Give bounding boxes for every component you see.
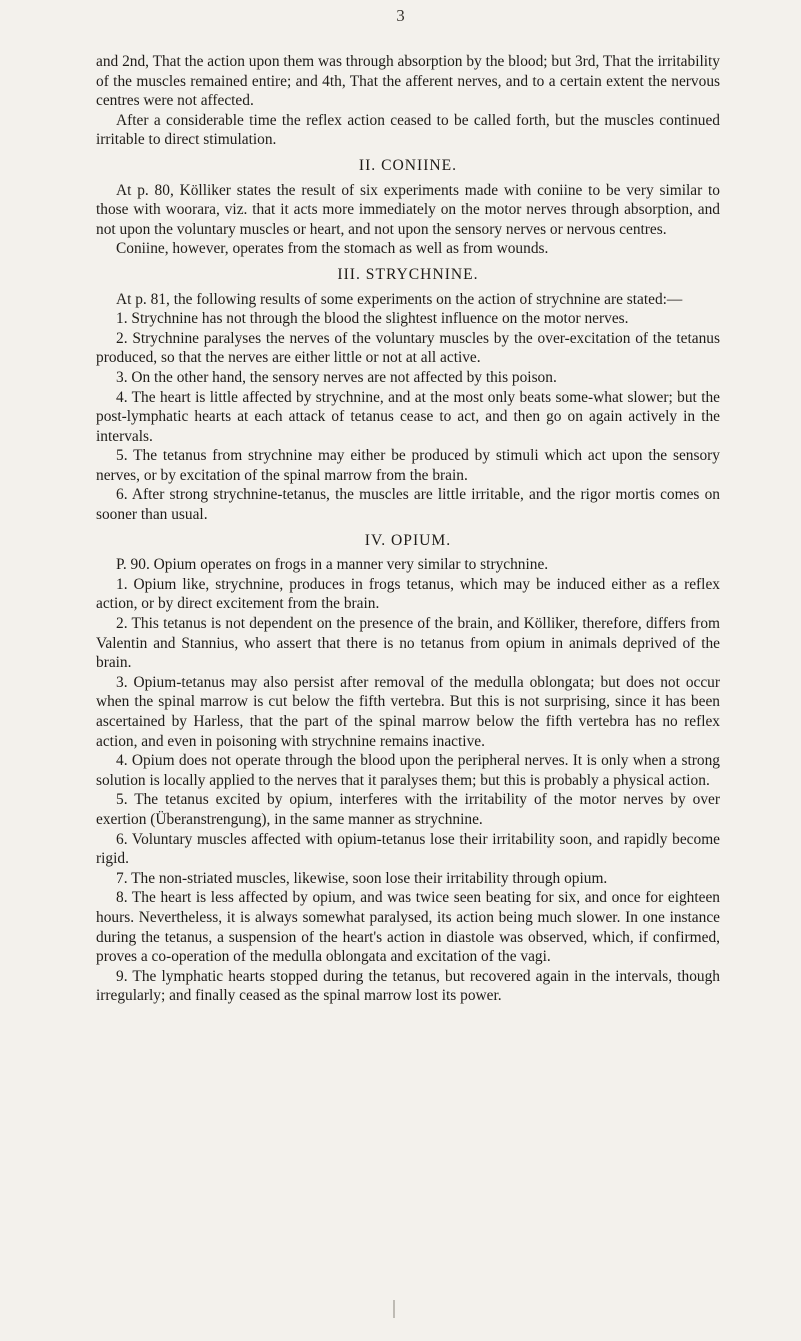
strychnine-item: 2. Strychnine paralyses the nerves of the voluntary muscles by the over-excitation of the tetanus produced, so that the nerves are either little or not at all active. [96, 329, 720, 367]
intro-paragraph-2: After a considerable time the reflex action ceased to be called forth, but the muscles continued irritable to direct stimulation. [96, 111, 720, 149]
strychnine-list [96, 309, 720, 525]
opium-item: 1. Opium like, strychnine, produces in frogs tetanus, which may be induced either as a reflex action, or by direct excitement from the brain. [96, 575, 720, 613]
section-heading-opium: IV. OPIUM. [364, 531, 452, 549]
opium-item: 7. The non-striated muscles, likewise, soon lose their irritability through opium. [116, 869, 608, 887]
section-heading-coniine: II. CONIINE. [358, 156, 458, 174]
opium-intro: P. 90. Opium operates on frogs in a manner very similar to strychnine. [116, 556, 549, 574]
coniine-paragraph-2: Coniine, however, operates from the stomach as well as from wounds. [116, 240, 549, 258]
opium-list [96, 575, 720, 1006]
opium-item: 6. Voluntary muscles affected with opium-tetanus lose their irritability soon, and rapidly become rigid. [96, 830, 720, 868]
strychnine-item: 6. After strong strychnine-tetanus, the muscles are little irritable, and the rigor mortis comes on sooner than usual. [96, 486, 720, 524]
opium-item: 4. Opium does not operate through the blood upon the peripheral nerves. It is only when a strong solution is locally applied to the nerves that it paralyses them; but this is probably a physical action. [96, 752, 720, 789]
strychnine-item: 1. Strychnine has not through the blood the slightest influence on the motor nerves. [116, 310, 629, 328]
print-mark [393, 1300, 395, 1318]
page-number: 3 [396, 6, 405, 25]
strychnine-item: 4. The heart is little affected by strychnine, and at the most only beats some-what slower; but the post-lymphatic hearts at each attack of tetanus cease to act, and then go on again actively in the intervals. [96, 388, 720, 445]
section-heading-strychnine: III. STRYCHNINE. [337, 265, 479, 283]
strychnine-item: 3. On the other hand, the sensory nerves are not affected by this poison. [116, 368, 557, 386]
opium-item: 8. The heart is less affected by opium, and was twice seen beating for six, and once for eighteen hours. Nevertheless, it is always somewhat paralysed, its action being much slower. In one instance during the tetanus, a suspension of the heart's action in diastole was observed, which, if confirmed, proves a co-operation of the medulla oblongata and excitation of the vagi. [96, 889, 720, 966]
coniine-paragraph-1: At p. 80, Kölliker states the result of six experiments made with coniine to be very similar to those with woorara, viz. that it acts more immediately on the motor nerves through absorption, and not upon the voluntary muscles or heart, and not upon the sensory nerves or nervous centres. [96, 181, 720, 238]
intro-paragraph-1: and 2nd, That the action upon them was through absorption by the blood; but 3rd, That the irritability of the muscles remained entire; and 4th, That the afferent nerves, and to a certain extent the nervous centres were not affected. [96, 53, 720, 110]
opium-item: 3. Opium-tetanus may also persist after removal of the medulla oblongata; but does not occur when the spinal marrow is cut below the fifth vertebra. But this is not surprising, since it has been ascertained by Harless, that the part of the spinal marrow below the fifth vertebra has no reflex action, and even in poisoning with strychnine remains inactive. [96, 673, 720, 750]
opium-item: 2. This tetanus is not dependent on the presence of the brain, and Kölliker, therefore, differs from Valentin and Stannius, who assert that there is no tetanus from opium in animals deprived of the brain. [96, 615, 720, 672]
opium-item: 5. The tetanus excited by opium, interferes with the irritability of the motor nerves by over exertion (Überanstrengung), in the same manner as strychnine. [96, 791, 720, 828]
strychnine-intro: At p. 81, the following results of some experiments on the action of strychnine are stated:— [116, 290, 683, 308]
body-text [96, 52, 720, 1006]
opium-item: 9. The lymphatic hearts stopped during the tetanus, but recovered again in the intervals, though irregularly; and finally ceased as the spinal marrow lost its power. [96, 967, 720, 1005]
strychnine-item: 5. The tetanus from strychnine may either be produced by stimuli which act upon the sensory nerves, or by excitation of the spinal marrow from the brain. [96, 447, 720, 484]
